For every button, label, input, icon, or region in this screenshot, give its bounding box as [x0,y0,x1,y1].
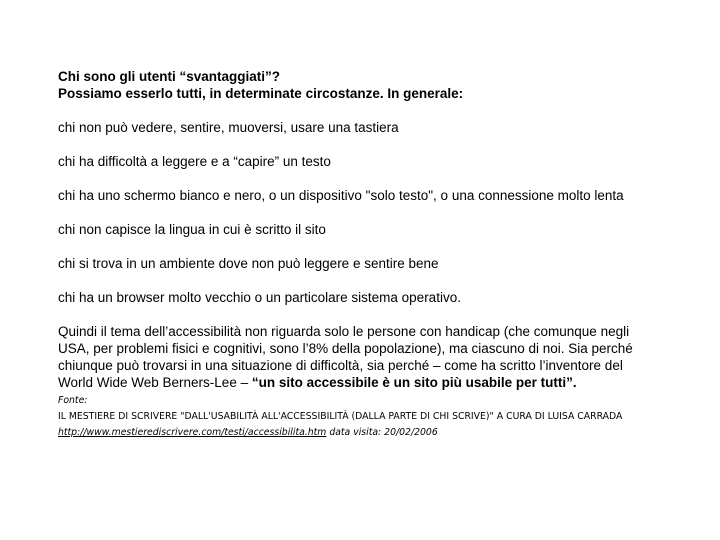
list-item: chi non capisce la lingua in cui è scritto il sito [58,222,326,237]
conclusion-quote: “un sito accessibile è un sito più usabile per tutti”. [251,375,577,390]
list-item: chi ha difficoltà a leggere e a “capire” un testo [58,154,331,169]
list-item: chi non può vedere, sentire, muoversi, usare una tastiera [58,120,399,135]
source-label: Fonte: [58,395,88,406]
list-item: chi ha un browser molto vecchio o un particolare sistema operativo. [58,290,461,305]
conclusion-text: Quindi il tema dell’accessibilità non riguarda solo le persone con handicap (che comunque negli USA, per problemi fisici e cognitivi, sono l’8% della popolazione), ma ciascuno di noi. Sia perché chiunque può trovarsi in una situazione di difficoltà, sia perché – come ha scritto l’inventore del World Wide Web Berners-Lee – [58,324,633,390]
list-item: chi si trova in un ambiente dove non può leggere e sentire bene [58,256,439,271]
source-citation [58,393,668,441]
slide-heading [58,68,668,102]
list-item: chi ha uno schermo bianco e nero, o un dispositivo "solo testo", o una connessione molto lenta [58,188,624,203]
source-title: IL MESTIERE DI SCRIVERE "DALL'USABILITÀ ALL'ACCESSIBILITÀ (DALLA PARTE DI CHI SCRIVE)" A CURA DI LUISA CARRADA [58,411,623,422]
heading-subtitle: Possiamo esserlo tutti, in determinate circostanze. In generale: [58,86,464,101]
slide-content [58,68,668,441]
visit-date: data visita: 20/02/2006 [329,427,438,438]
heading-question: Chi sono gli utenti “svantaggiati”? [58,69,281,84]
source-link[interactable]: http://www.mestierediscrivere.com/testi/accessibilita.htm [58,427,327,438]
conclusion-paragraph [58,323,658,391]
